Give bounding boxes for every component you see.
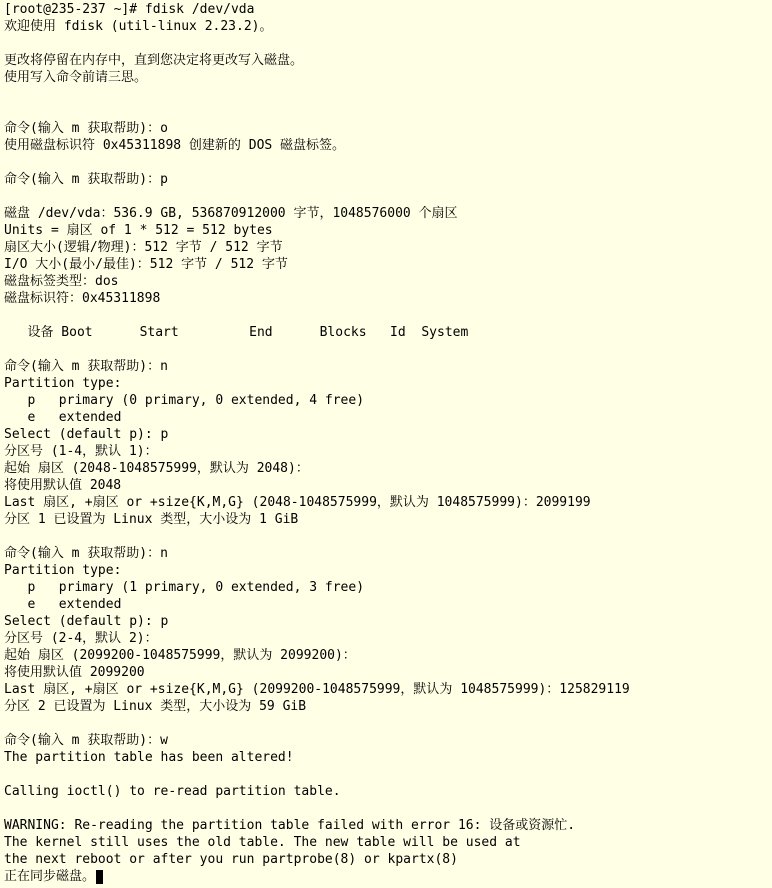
terminal-line: 分区号 (1-4，默认 1)：	[4, 444, 158, 459]
terminal-line: Last 扇区, +扇区 or +size{K,M,G} (2048-1048575999，默认为 1048575999)：2099199	[4, 495, 591, 510]
terminal-line: 磁盘 /dev/vda：536.9 GB, 536870912000 字节，1048576000 个扇区	[4, 206, 458, 221]
terminal-line: 更改将停留在内存中，直到您决定将更改写入磁盘。	[4, 53, 304, 68]
terminal-line: I/O 大小(最小/最佳)：512 字节 / 512 字节	[4, 257, 288, 272]
terminal-line: 命令(输入 m 获取帮助)：o	[4, 121, 168, 136]
terminal-line: p primary (0 primary, 0 extended, 4 free)	[4, 393, 365, 408]
terminal-line: 命令(输入 m 获取帮助)：n	[4, 359, 168, 374]
terminal-line: Partition type:	[4, 563, 122, 578]
terminal-line: 命令(输入 m 获取帮助)：w	[4, 733, 168, 748]
terminal-line: 起始 扇区 (2099200-1048575999，默认为 2099200)：	[4, 648, 356, 663]
terminal-line: The kernel still uses the old table. The new table will be used at	[4, 835, 521, 850]
terminal-line: 使用写入命令前请三思。	[4, 70, 148, 85]
terminal-line: Units = 扇区 of 1 * 512 = 512 bytes	[4, 223, 273, 238]
terminal-line: Select (default p): p	[4, 427, 169, 442]
terminal-line: Last 扇区, +扇区 or +size{K,M,G} (2099200-1048575999，默认为 1048575999)：125829119	[4, 682, 630, 697]
terminal-line: Calling ioctl() to re-read partition table.	[4, 784, 341, 799]
terminal-line: 磁盘标签类型：dos	[4, 274, 119, 289]
terminal-line: 分区 2 已设置为 Linux 类型，大小设为 59 GiB	[4, 699, 307, 714]
terminal-line: The partition table has been altered!	[4, 750, 294, 765]
terminal-line: 正在同步磁盘。	[4, 868, 103, 885]
terminal-line: 分区 1 已设置为 Linux 类型，大小设为 1 GiB	[4, 512, 299, 527]
terminal-line: 设备 Boot Start End Blocks Id System	[4, 325, 469, 340]
terminal-line: WARNING: Re-reading the partition table failed with error 16: 设备或资源忙.	[4, 818, 576, 833]
terminal-line: e extended	[4, 410, 122, 425]
terminal-line: 将使用默认值 2048	[4, 478, 122, 493]
terminal-line: 扇区大小(逻辑/物理)：512 字节 / 512 字节	[4, 240, 283, 255]
terminal-line: the next reboot or after you run partprobe(8) or kpartx(8)	[4, 852, 458, 867]
terminal-line: 使用磁盘标识符 0x45311898 创建新的 DOS 磁盘标签。	[4, 138, 346, 153]
terminal-line: p primary (1 primary, 0 extended, 3 free)	[4, 580, 365, 595]
terminal-line: 欢迎使用 fdisk (util-linux 2.23.2)。	[4, 19, 273, 34]
terminal-line: e extended	[4, 597, 122, 612]
terminal-line: Select (default p): p	[4, 614, 169, 629]
terminal-line: Partition type:	[4, 376, 122, 391]
terminal-line: [root@235-237 ~]# fdisk /dev/vda	[4, 2, 255, 17]
terminal-line: 磁盘标识符：0x45311898	[4, 291, 161, 306]
terminal-line: 将使用默认值 2099200	[4, 665, 145, 680]
terminal-line: 命令(输入 m 获取帮助)：n	[4, 546, 168, 561]
terminal-cursor	[96, 870, 103, 884]
terminal-line: 分区号 (2-4，默认 2)：	[4, 631, 158, 646]
terminal-line: 命令(输入 m 获取帮助)：p	[4, 172, 168, 187]
terminal-line: 起始 扇区 (2048-1048575999，默认为 2048)：	[4, 461, 309, 476]
